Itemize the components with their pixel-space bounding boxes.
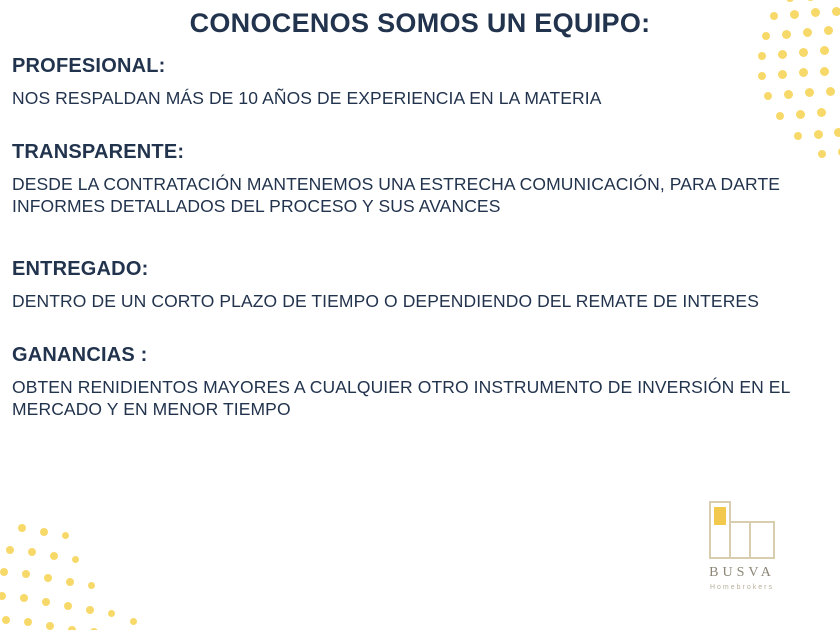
decorative-dots-bottom-left [0, 518, 180, 630]
content-body [12, 55, 812, 426]
section-body: DENTRO DE UN CORTO PLAZO DE TIEMPO O DEPENDIENDO DEL REMATE DE INTERES [12, 290, 759, 311]
section-heading: GANANCIAS : [12, 343, 148, 366]
section-ganancias [12, 344, 812, 420]
busva-logo [682, 501, 802, 596]
spacer [12, 115, 812, 141]
page-title: CONOCENOS SOMOS UN EQUIPO: [189, 8, 651, 38]
section-heading: TRANSPARENTE: [12, 141, 185, 164]
buildings-icon [687, 501, 797, 559]
section-heading: PROFESIONAL: [12, 55, 166, 77]
logo-tagline: Homebrokers [709, 584, 774, 591]
section-profesional [12, 55, 812, 109]
spacer [12, 224, 812, 258]
spacer [12, 318, 812, 344]
section-entregado [12, 258, 812, 312]
section-body: OBTEN RENIDIENTOS MAYORES A CUALQUIER OTRO INSTRUMENTO DE INVERSIÓN EN EL MERCADO Y EN MENOR TIEMPO [12, 376, 790, 420]
section-body: DESDE LA CONTRATACIÓN MANTENEMOS UNA ESTRECHA COMUNICACIÓN, PARA DARTE INFORMES DETALLADOS DEL PROCESO Y SUS AVANCES [12, 174, 781, 217]
section-transparente [12, 141, 812, 217]
section-body: NOS RESPALDAN MÁS DE 10 AÑOS DE EXPERIENCIA EN LA MATERIA [12, 88, 602, 108]
logo-name: BUSVA [709, 565, 775, 580]
section-heading: ENTREGADO: [12, 257, 149, 280]
